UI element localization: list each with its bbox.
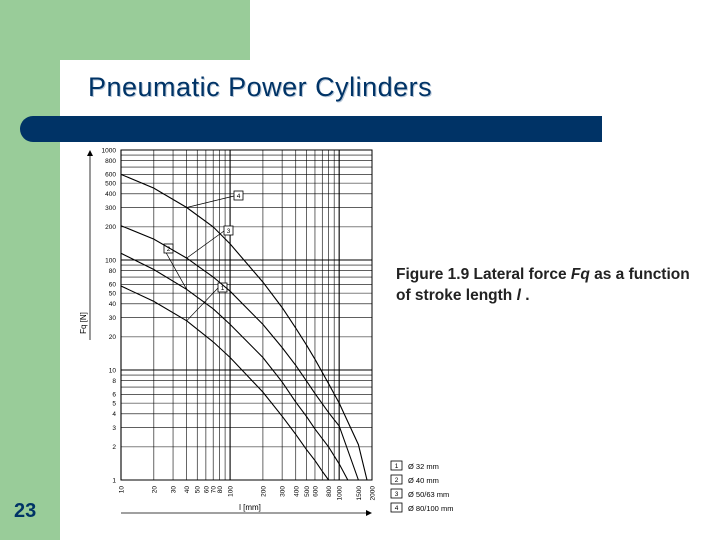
y-axis-arrowhead bbox=[87, 150, 93, 156]
series-line-2 bbox=[121, 253, 348, 480]
series-key-label-2: 2 bbox=[166, 246, 171, 253]
x-tick-label: 500 bbox=[303, 486, 311, 497]
y-axis-label: Fq [N] bbox=[79, 312, 88, 334]
x-tick-label: 800 bbox=[326, 486, 334, 497]
y-tick-label: 6 bbox=[112, 391, 116, 399]
legend-label: Ø 40 mm bbox=[408, 476, 439, 485]
y-tick-label: 500 bbox=[105, 180, 116, 188]
legend-key: 1 bbox=[394, 463, 399, 470]
legend-label: Ø 80/100 mm bbox=[408, 504, 454, 513]
y-tick-label: 100 bbox=[105, 257, 116, 265]
x-tick-label: 1500 bbox=[355, 486, 363, 501]
y-tick-label: 8 bbox=[112, 377, 116, 385]
series-line-3 bbox=[121, 226, 358, 480]
x-axis-label: l [mm] bbox=[239, 503, 261, 512]
x-tick-label: 300 bbox=[279, 486, 287, 497]
chart-legend bbox=[391, 461, 453, 513]
chart-grid bbox=[121, 150, 372, 480]
chart-series bbox=[121, 174, 367, 480]
y-tick-label: 400 bbox=[105, 191, 116, 199]
series-key-label-3: 3 bbox=[226, 228, 231, 235]
x-tick-label: 40 bbox=[184, 486, 192, 494]
y-tick-label: 80 bbox=[108, 267, 116, 275]
series-leader-3 bbox=[187, 231, 224, 258]
x-axis-arrowhead bbox=[366, 510, 372, 516]
x-tick-label: 2000 bbox=[369, 486, 377, 501]
y-tick-label: 40 bbox=[108, 301, 116, 309]
x-tick-label: 600 bbox=[312, 486, 320, 497]
series-leader-4 bbox=[187, 196, 234, 208]
series-key-label-1: 1 bbox=[220, 285, 225, 292]
caption-fq: Fq bbox=[570, 266, 590, 283]
y-tick-label: 50 bbox=[108, 290, 116, 298]
y-tick-label: 60 bbox=[108, 281, 116, 289]
y-tick-label: 1 bbox=[112, 477, 116, 485]
legend-key: 4 bbox=[394, 505, 399, 512]
slide-title: Pneumatic Power Cylinders bbox=[88, 72, 433, 102]
y-tick-label: 600 bbox=[105, 171, 116, 179]
x-tick-label: 30 bbox=[170, 486, 178, 494]
slide-number: 23 bbox=[14, 500, 37, 522]
legend-label: Ø 50/63 mm bbox=[408, 490, 450, 499]
legend-key: 2 bbox=[394, 477, 399, 484]
x-tick-label: 80 bbox=[217, 486, 225, 494]
y-tick-label: 3 bbox=[112, 424, 116, 432]
y-tick-label: 300 bbox=[105, 204, 116, 212]
caption-l: l bbox=[516, 287, 521, 304]
caption-prefix: Figure 1.9 Lateral force bbox=[396, 266, 571, 283]
y-tick-label: 30 bbox=[108, 314, 116, 322]
x-tick-label: 60 bbox=[203, 486, 211, 494]
x-tick-label: 70 bbox=[210, 486, 218, 494]
y-tick-label: 4 bbox=[112, 411, 116, 419]
y-tick-label: 5 bbox=[112, 400, 116, 408]
legend-label: Ø 32 mm bbox=[408, 462, 439, 471]
y-tick-label: 20 bbox=[108, 334, 116, 342]
y-tick-label: 10 bbox=[108, 367, 116, 375]
y-tick-label: 800 bbox=[105, 157, 116, 165]
x-tick-label: 20 bbox=[151, 486, 159, 494]
caption-middle: as a function of stroke length bbox=[396, 266, 690, 304]
y-tick-label: 1000 bbox=[101, 147, 116, 155]
y-tick-label: 200 bbox=[105, 224, 116, 232]
x-tick-label: 100 bbox=[227, 486, 235, 497]
series-leader-2 bbox=[164, 249, 187, 289]
y-tick-label: 2 bbox=[112, 444, 116, 452]
x-tick-label: 1000 bbox=[336, 486, 344, 501]
x-tick-label: 400 bbox=[293, 486, 301, 497]
series-key-label-4: 4 bbox=[236, 193, 241, 200]
legend-key: 3 bbox=[394, 491, 399, 498]
x-tick-label: 200 bbox=[260, 486, 268, 497]
chart-ticks bbox=[79, 147, 377, 516]
x-tick-label: 50 bbox=[194, 486, 202, 494]
x-tick-label: 10 bbox=[118, 486, 126, 494]
series-line-4 bbox=[121, 174, 367, 480]
caption-suffix: . bbox=[520, 287, 530, 304]
